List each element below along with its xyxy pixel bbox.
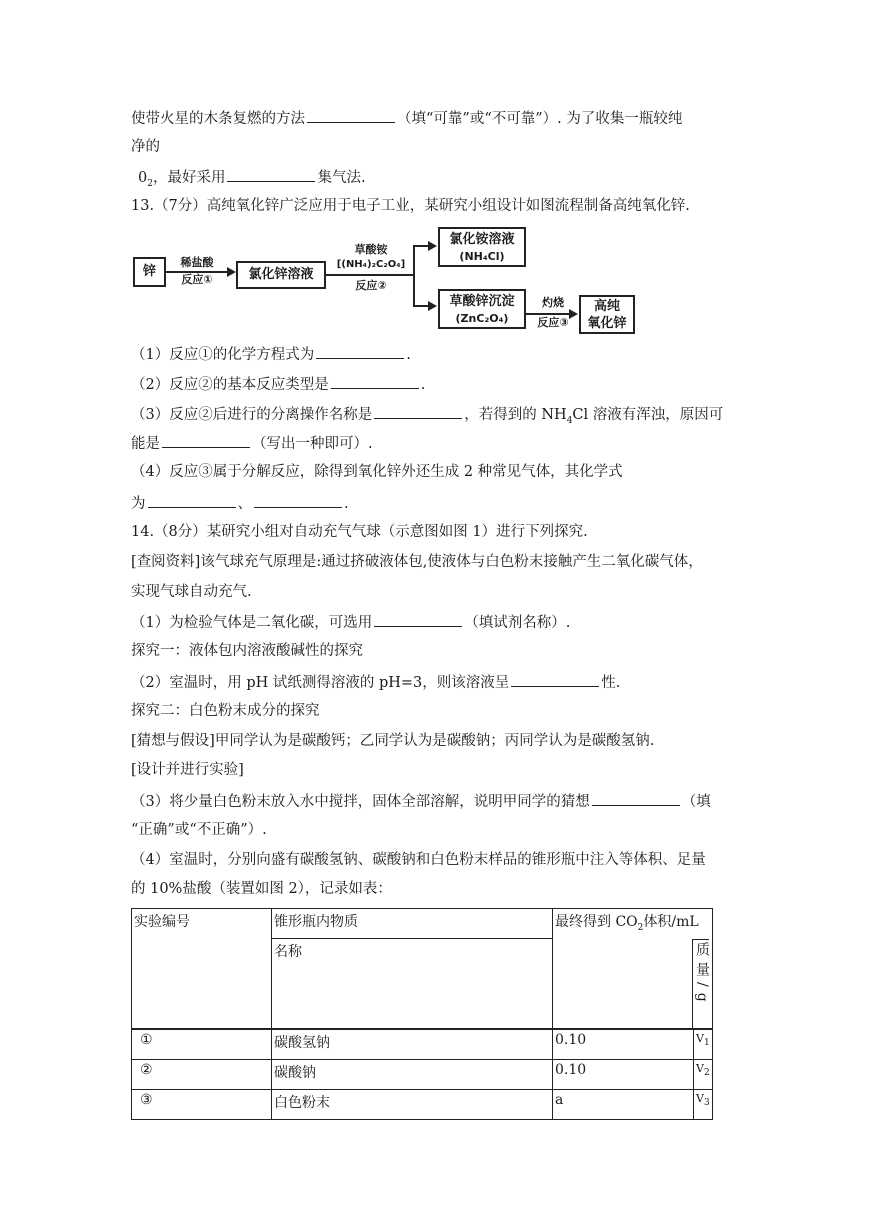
q14-part3-cont: “正确”或“不正确”）. xyxy=(131,822,267,838)
answer-blank[interactable] xyxy=(162,432,250,448)
q-text: Cl 溶液有浑浊，原因可 xyxy=(572,407,724,423)
q-text: （2）反应②的基本反应类型是 xyxy=(131,377,329,393)
q14-info-cont: 实现气球自动充气. xyxy=(131,584,252,600)
experiment-table xyxy=(131,908,713,1120)
q14-part4-cont: 的 10%盐酸（装置如图 2），记录如表： xyxy=(131,881,392,897)
arrow-line xyxy=(166,271,228,273)
q-text: （1）反应①的化学方程式为 xyxy=(131,347,315,363)
q-text: （1）为检验气体是二氧化碳，可选用 xyxy=(131,615,373,631)
q-text: 为 xyxy=(131,496,146,512)
vol-text: V xyxy=(696,1062,704,1075)
oxalate-formula: [(NH₄)₂C₂O₄] xyxy=(336,259,406,270)
answer-blank[interactable] xyxy=(316,343,404,359)
table-row xyxy=(132,1090,713,1120)
q14-part3 xyxy=(131,790,711,812)
arrow-head xyxy=(569,309,578,319)
row-name: 碳酸氢钠 xyxy=(272,1030,553,1060)
q-text: （3）反应②后进行的分离操作名称是 xyxy=(131,407,373,423)
row-mass: a xyxy=(553,1090,694,1120)
q-text: ，若得到的 NH xyxy=(464,407,567,423)
arrow-line xyxy=(413,305,429,307)
answer-blank[interactable] xyxy=(148,492,236,508)
q13-part3-cont xyxy=(131,432,373,454)
prev-text: （填“可靠”或“不可靠”）. 为了收集一瓶较纯 xyxy=(397,111,683,127)
znc2o4-formula: (ZnC₂O₄) xyxy=(455,312,509,325)
burn-label: 灼烧 xyxy=(542,296,564,309)
q13-part2 xyxy=(131,373,425,395)
header-volume xyxy=(553,909,713,1029)
header-mass: 质量/g xyxy=(694,942,710,1008)
q14-info: [查阅资料]该气球充气原理是:通过挤破液体包,使液体与白色粉末接触产生二氧化碳气体， xyxy=(131,554,703,570)
row-volume xyxy=(694,1090,713,1120)
q-text: （填试剂名称）. xyxy=(464,615,571,631)
prev-text: 集气法. xyxy=(317,170,366,186)
row-mass: 0.10 xyxy=(553,1060,694,1090)
arrow-line xyxy=(413,245,429,247)
nh4cl-formula: (NH₄Cl) xyxy=(459,250,505,263)
prev-line-1 xyxy=(131,107,682,129)
row-id: ① xyxy=(132,1030,272,1060)
q-text: 性. xyxy=(601,675,621,691)
q14-part1 xyxy=(131,611,570,633)
answer-blank[interactable] xyxy=(592,790,680,806)
zinc-box: 锌 xyxy=(133,257,166,287)
subscript: 2 xyxy=(703,1068,710,1079)
arrow-line xyxy=(526,313,570,315)
arrow-head xyxy=(428,241,437,251)
prev-line-3 xyxy=(138,166,366,188)
vol-text: V xyxy=(696,1032,704,1045)
subscript: 4 xyxy=(566,415,573,426)
answer-blank[interactable] xyxy=(307,107,395,123)
branch-line xyxy=(413,245,415,307)
guess: [猜想与假设]甲同学认为是碳酸钙；乙同学认为是碳酸钠；丙同学认为是碳酸氢钠. xyxy=(131,733,655,749)
q13-part1 xyxy=(131,343,411,365)
subscript: 3 xyxy=(703,1098,710,1109)
q13-part4: （4）反应③属于分解反应，除得到氧化锌外还生成 2 种常见气体，其化学式 xyxy=(131,464,623,480)
q-text: . xyxy=(420,377,426,393)
vol-text: V xyxy=(696,1092,704,1105)
zno-box xyxy=(579,295,635,334)
arrow-line xyxy=(326,274,414,276)
row-id: ③ xyxy=(132,1090,272,1120)
q-text: . xyxy=(406,347,411,363)
answer-blank[interactable] xyxy=(374,611,462,627)
q13-part4-cont xyxy=(131,492,349,514)
q-text: （3）将少量白色粉末放入水中搅拌，固体全部溶解，说明甲同学的猜想 xyxy=(131,794,590,810)
q14-stem: 14.（8分）某研究小组对自动充气气球（示意图如图 1）进行下列探究. xyxy=(131,524,588,540)
header-mass-cell xyxy=(692,939,709,1028)
answer-blank[interactable] xyxy=(227,166,315,182)
design: [设计并进行实验] xyxy=(131,762,244,778)
prev-text: 使带火星的木条复燃的方法 xyxy=(131,111,305,127)
reaction2-label: 反应② xyxy=(355,279,387,292)
header-volume-text: 最终得到 CO xyxy=(555,914,638,930)
row-name: 白色粉末 xyxy=(272,1090,553,1120)
q13-part3 xyxy=(131,403,723,425)
arrow-head xyxy=(227,267,236,277)
zno-line: 高纯 xyxy=(593,299,620,314)
row-volume xyxy=(694,1030,713,1060)
answer-blank[interactable] xyxy=(254,492,342,508)
header-volume-text: 体积/mL xyxy=(643,914,699,930)
answer-blank[interactable] xyxy=(511,671,599,687)
row-id: ② xyxy=(132,1060,272,1090)
answer-blank[interactable] xyxy=(331,373,419,389)
znc2o4-name: 草酸锌沉淀 xyxy=(449,294,515,309)
q-text: . xyxy=(344,496,349,512)
oxalate-label: 草酸铵 xyxy=(354,243,388,256)
q14-part4: （4）室温时，分别向盛有碳酸氢钠、碳酸钠和白色粉末样品的锥形瓶中注入等体积、足量 xyxy=(131,852,706,868)
q-text: （2）室温时，用 pH 试纸测得溶液的 pH=3，则该溶液呈 xyxy=(131,675,510,691)
row-name: 碳酸钠 xyxy=(272,1060,553,1090)
q-text: 、 xyxy=(237,496,252,512)
zncl2-box: 氯化锌溶液 xyxy=(236,261,326,289)
explore-2: 探究二：白色粉末成分的探究 xyxy=(131,703,320,719)
table-row xyxy=(132,1030,713,1060)
zno-line: 氧化锌 xyxy=(587,316,627,331)
header-name: 名称 xyxy=(272,939,553,1029)
table-row xyxy=(132,1060,713,1090)
q-text: （写出一种即可）. xyxy=(252,436,373,452)
prev-text: 0 xyxy=(138,170,148,186)
q14-part2 xyxy=(131,671,620,693)
explore-1: 探究一：液体包内溶液酸碱性的探究 xyxy=(131,643,363,659)
prev-text: ，最好采用 xyxy=(152,170,226,186)
reaction1-label: 反应① xyxy=(181,273,213,286)
subscript: 2 xyxy=(637,922,644,933)
arrow-head xyxy=(428,301,437,311)
znc2o4-box xyxy=(438,289,526,329)
q-text: （填 xyxy=(681,794,711,810)
row-volume xyxy=(694,1060,713,1090)
prev-line-2: 净的 xyxy=(131,139,160,155)
reaction3-label: 反应③ xyxy=(537,316,569,329)
hcl-label: 稀盐酸 xyxy=(180,256,214,269)
header-id: 实验编号 xyxy=(132,909,272,1029)
subscript: 1 xyxy=(703,1038,710,1049)
nh4cl-name: 氯化铵溶液 xyxy=(449,232,515,247)
row-mass: 0.10 xyxy=(553,1030,694,1060)
header-substance: 锥形瓶内物质 xyxy=(272,909,553,939)
nh4cl-box xyxy=(438,227,526,267)
q13-stem: 13.（7分）高纯氧化锌广泛应用于电子工业，某研究小组设计如图流程制备高纯氧化锌. xyxy=(131,198,690,214)
answer-blank[interactable] xyxy=(374,403,462,419)
q-text: 能是 xyxy=(131,436,160,452)
subscript: 2 xyxy=(147,178,153,189)
